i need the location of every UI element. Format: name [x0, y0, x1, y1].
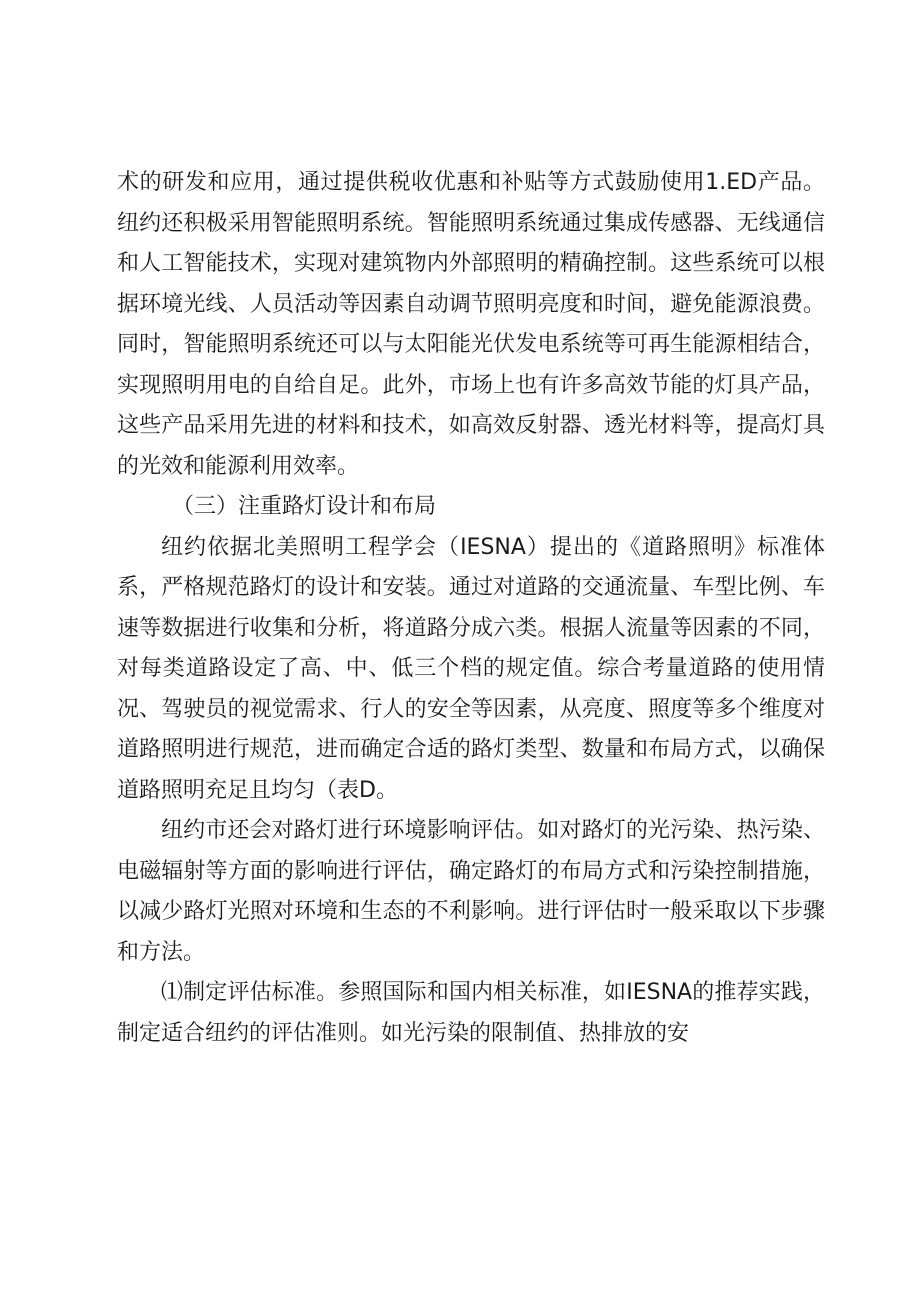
paragraph: 纽约市还会对路灯进行环境影响评估。如对路灯的光污染、热污染、电磁辐射等方面的影响进行评估，确定路灯的布局方式和污染控制措施，以减少路灯光照对环境和生态的不利影响。进行评估时一般采取以下步骤和方法。 [117, 818, 825, 965]
paragraph: ⑴制定评估标准。参照国际和国内相关标准，如IESNA的推荐实践，制定适合纽约的评估准则。如光污染的限制值、热排放的安 [117, 980, 825, 1046]
section-heading: （三）注重路灯设计和布局 [172, 494, 437, 519]
document-page [117, 163, 825, 1054]
paragraph-continued: 术的研发和应用，通过提供税收优惠和补贴等方式鼓励使用1.ED产品。纽约还积极采用智能照明系统。智能照明系统通过集成传感器、无线通信和人工智能技术，实现对建筑物内外部照明的精确控制。这些系统可以根据环境光线、人员活动等因素自动调节照明亮度和时间，避免能源浪费。同时，智能照明系统还可以与太阳能光伏发电系统等可再生能源相结合，实现照明用电的自给自足。此外，市场上也有许多高效节能的灯具产品，这些产品采用先进的材料和技术，如高效反射器、透光材料等，提高灯具的光效和能源利用效率。 [117, 170, 825, 479]
paragraph: 纽约依据北美照明工程学会（IESNA）提出的《道路照明》标准体系，严格规范路灯的设计和安装。通过对道路的交通流量、车型比例、车速等数据进行收集和分析，将道路分成六类。根据人流量等因素的不同，对每类道路设定了高、中、低三个档的规定值。综合考量道路的使用情况、驾驶员的视觉需求、行人的安全等因素，从亮度、照度等多个维度对道路照明进行规范，进而确定合适的路灯类型、数量和布局方式，以确保道路照明充足且均匀（表D。 [117, 534, 825, 803]
